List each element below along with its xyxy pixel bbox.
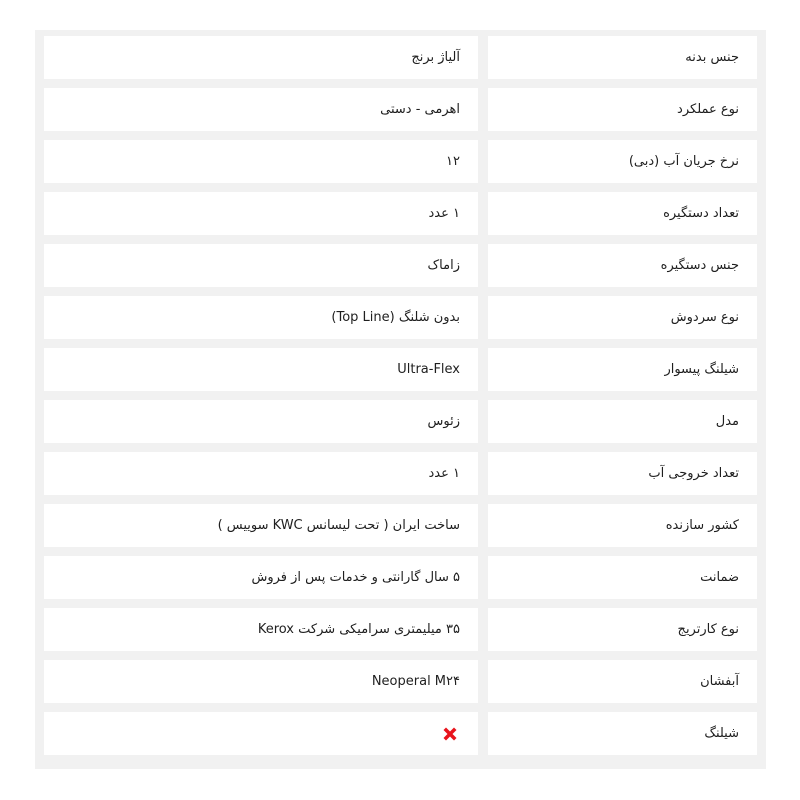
spec-row [44, 556, 757, 599]
spec-row [44, 140, 757, 183]
spec-row [44, 348, 757, 391]
spec-label: جنس بدنه [488, 36, 757, 79]
spec-label: آبفشان [488, 660, 757, 703]
spec-value: ۱ عدد [44, 452, 478, 495]
spec-value: اهرمی - دستی [44, 88, 478, 131]
spec-row [44, 244, 757, 287]
spec-row [44, 504, 757, 547]
spec-value: ۱ عدد [44, 192, 478, 235]
spec-label: جنس دستگیره [488, 244, 757, 287]
spec-value: زاماک [44, 244, 478, 287]
cross-icon [440, 724, 460, 744]
spec-value: زئوس [44, 400, 478, 443]
spec-row [44, 296, 757, 339]
spec-label: شیلنگ [488, 712, 757, 755]
spec-label: نرخ جریان آب (دبی) [488, 140, 757, 183]
spec-table [35, 30, 766, 769]
spec-value: Neoperal M۲۴ [44, 660, 478, 703]
spec-label: مدل [488, 400, 757, 443]
spec-value [44, 712, 478, 755]
spec-row [44, 712, 757, 755]
spec-value: Ultra-Flex [44, 348, 478, 391]
spec-row [44, 88, 757, 131]
spec-value: بدون شلنگ (Top Line) [44, 296, 478, 339]
spec-label: نوع عملکرد [488, 88, 757, 131]
spec-value: ۱۲ [44, 140, 478, 183]
spec-label: تعداد دستگیره [488, 192, 757, 235]
spec-row [44, 608, 757, 651]
spec-row [44, 192, 757, 235]
spec-value: ۵ سال گارانتی و خدمات پس از فروش [44, 556, 478, 599]
spec-label: تعداد خروجی آب [488, 452, 757, 495]
spec-row [44, 400, 757, 443]
spec-row [44, 36, 757, 79]
spec-value: ساخت ایران ( تحت لیسانس KWC سوییس ) [44, 504, 478, 547]
spec-label: نوع سردوش [488, 296, 757, 339]
spec-value: ۳۵ میلیمتری سرامیکی شرکت Kerox [44, 608, 478, 651]
spec-label: نوع کارتریج [488, 608, 757, 651]
spec-label: کشور سازنده [488, 504, 757, 547]
spec-label: ضمانت [488, 556, 757, 599]
spec-value: آلیاژ برنج [44, 36, 478, 79]
spec-row [44, 452, 757, 495]
spec-row [44, 660, 757, 703]
spec-label: شیلنگ پیسوار [488, 348, 757, 391]
